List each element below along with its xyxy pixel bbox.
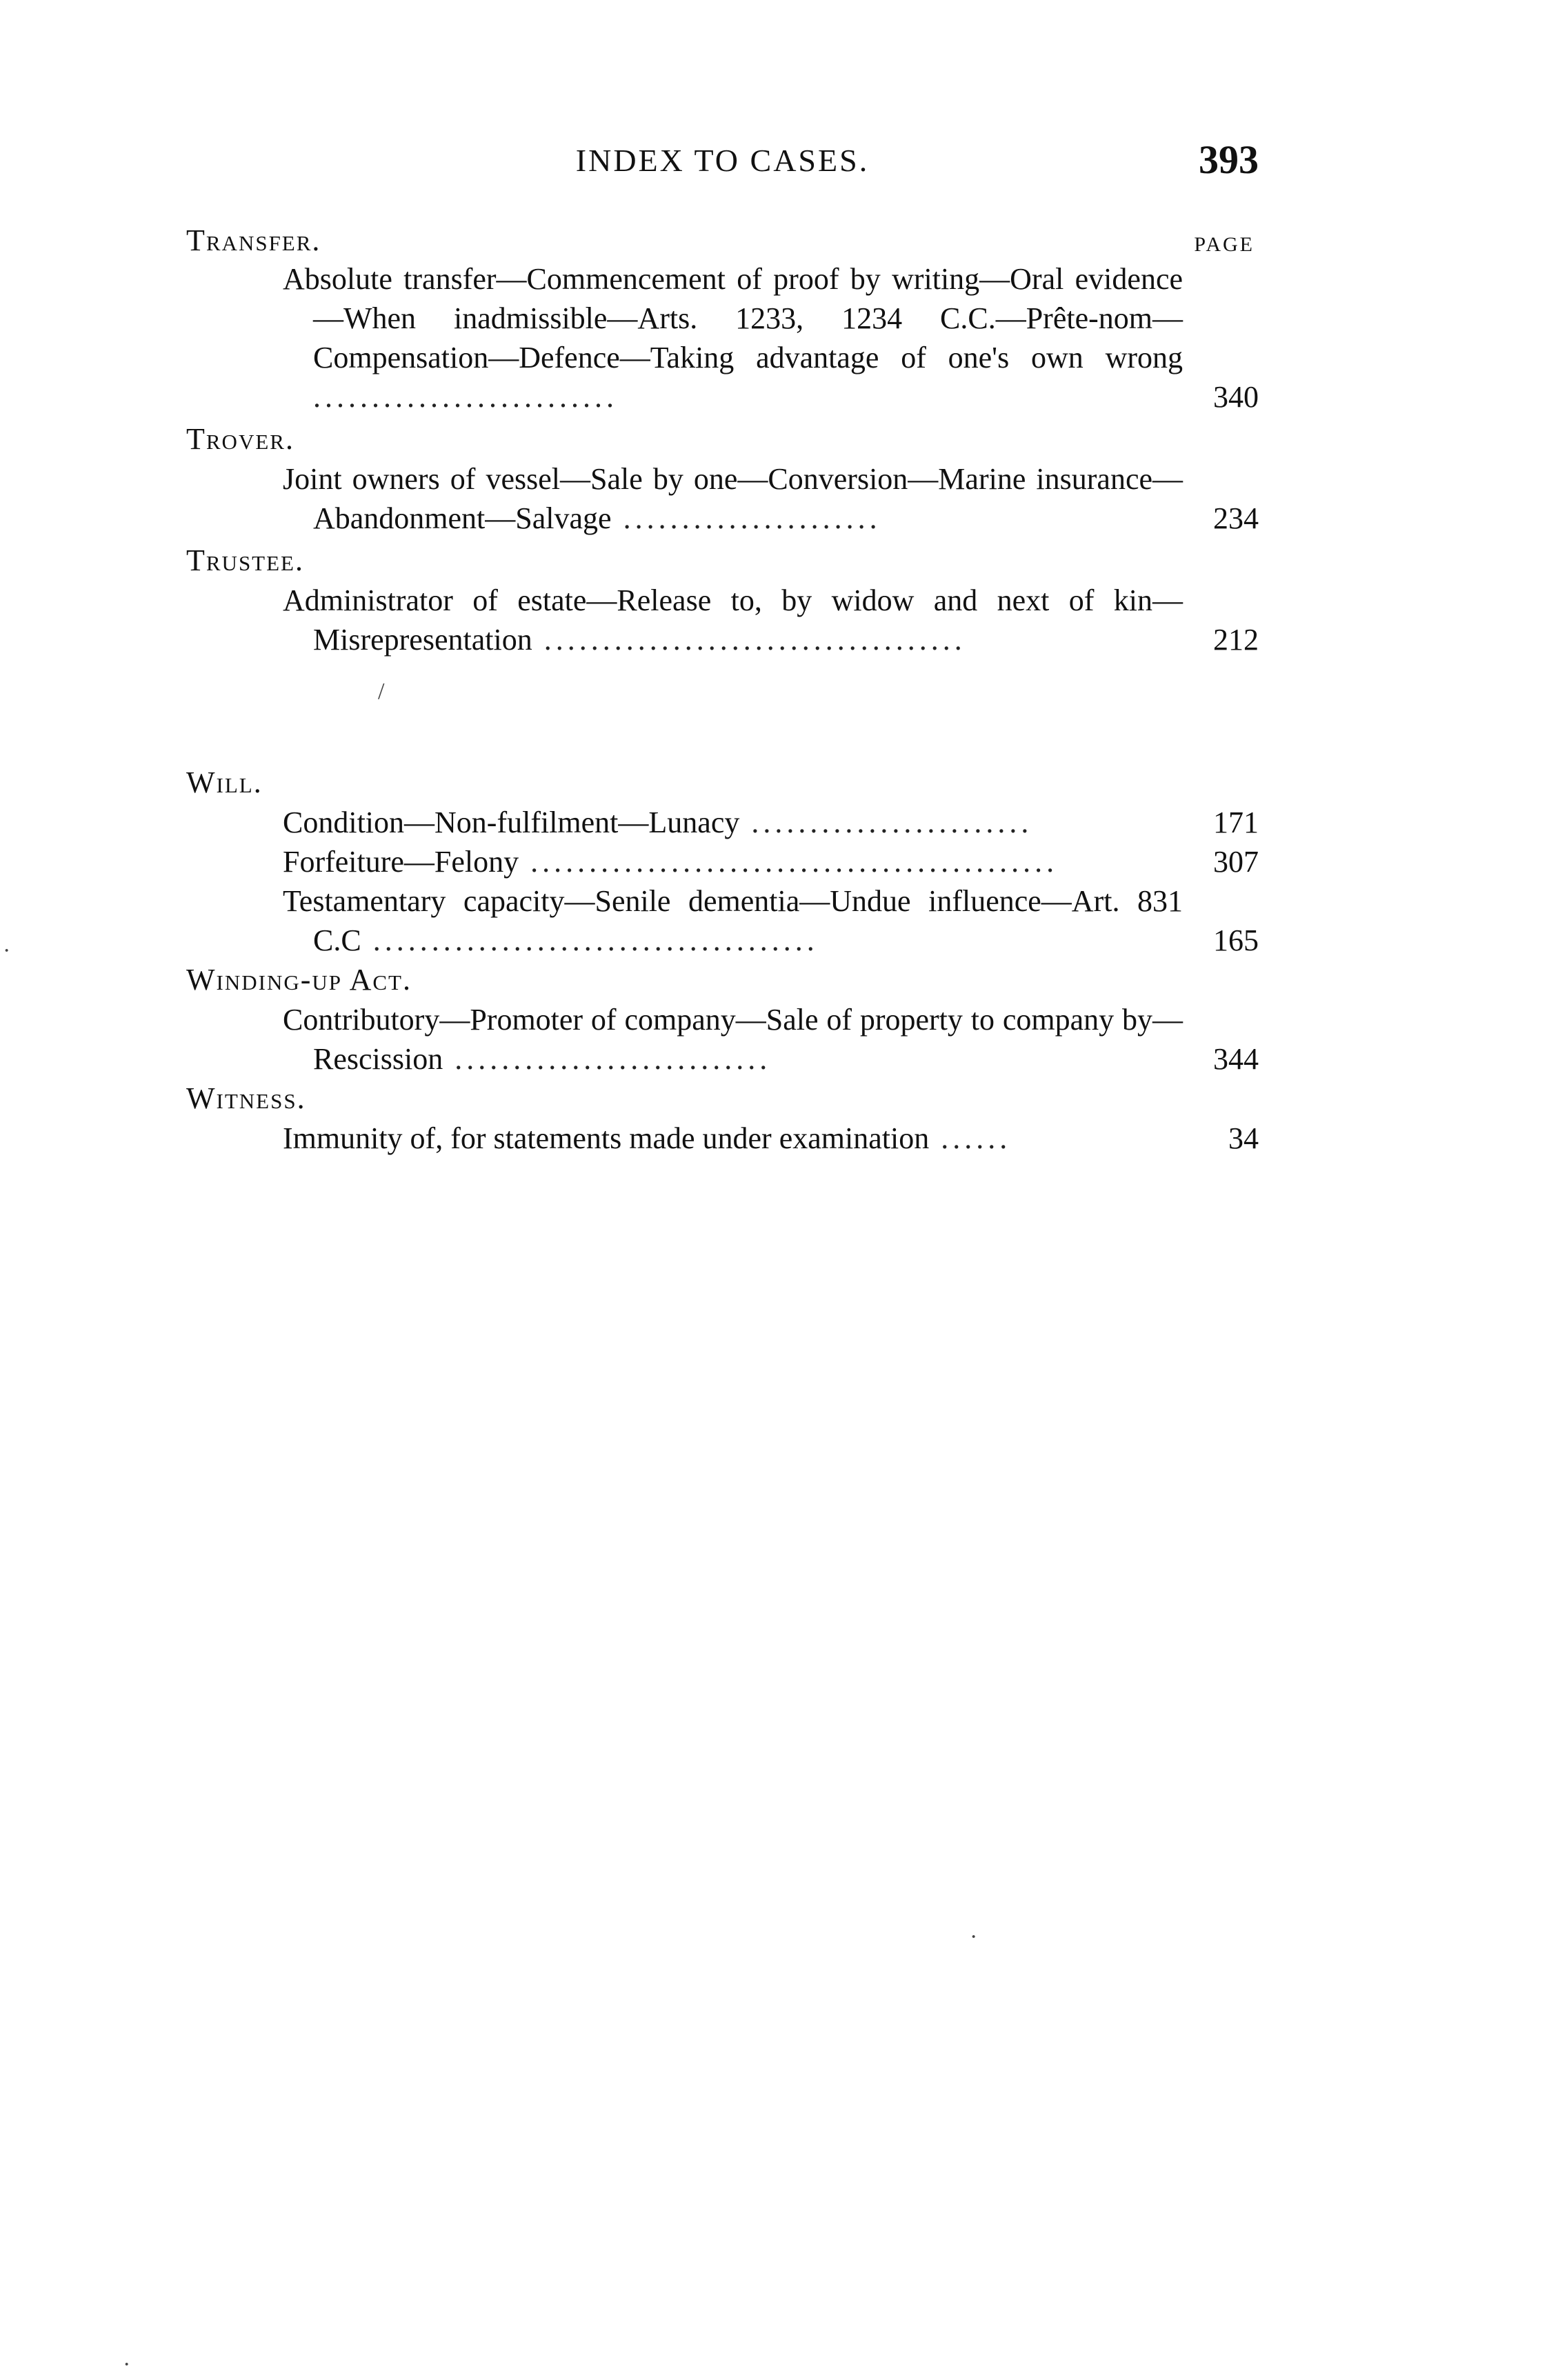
entry-text: Joint owners of vessel—Sale by one—Conversion—Marine insurance—Abandonment—Salvage: [283, 462, 1183, 535]
section-heading: Witness.: [186, 1081, 306, 1115]
print-speck: /: [378, 679, 385, 704]
print-speck: ·: [123, 2352, 131, 2377]
section-heading: Trustee.: [186, 543, 304, 577]
entry-text: Condition—Non-fulfilment—Lunacy: [283, 806, 740, 839]
entry-page: 340: [1213, 380, 1259, 414]
running-head: [186, 137, 1259, 192]
entry-page: 34: [1228, 1121, 1259, 1155]
entry-text: Absolute transfer—Commencement of proof by writing—Oral evidence—When inadmissible—Arts. 1233, 1234 C.C.—Prête-nom—Compensation—Defence—Taking advantage of one's own wrong: [283, 262, 1183, 374]
index-entry: [186, 881, 1259, 960]
dot-leader: ....................................: [532, 623, 966, 657]
index-body: [186, 221, 1259, 1158]
index-section-trustee: [186, 541, 1259, 659]
index-section-winding-up-act: [186, 960, 1259, 1079]
index-entry: [186, 1119, 1259, 1158]
index-entry: [186, 581, 1259, 659]
entry-page: 344: [1213, 1042, 1259, 1076]
running-title: INDEX TO CASES.: [575, 143, 870, 178]
entry-text: Forfeiture—Felony: [283, 845, 519, 879]
entry-page: 234: [1213, 501, 1259, 535]
entry-page: 212: [1213, 623, 1259, 657]
dot-leader: ...........................: [443, 1042, 772, 1076]
index-section-witness: [186, 1079, 1259, 1158]
section-heading: Transfer.: [186, 223, 321, 257]
entry-text: Administrator of estate—Release to, by widow and next of kin—Misrepresentation: [283, 583, 1183, 657]
index-entry: [186, 259, 1259, 417]
dot-leader: ......................: [611, 501, 881, 535]
index-section-transfer: [186, 221, 1259, 417]
section-heading: Winding-up Act.: [186, 963, 412, 997]
dot-leader: ......................................: [361, 923, 819, 957]
page-column-label: PAGE: [1194, 233, 1255, 256]
entry-text: Immunity of, for statements made under examination: [283, 1121, 930, 1155]
entry-text: Testamentary capacity—Senile dementia—Undue influence—Art. 831 C.C: [283, 884, 1183, 957]
section-heading: Will.: [186, 766, 263, 799]
index-section-will: [186, 763, 1259, 960]
page-number: 393: [1199, 137, 1259, 182]
section-heading: Trover.: [186, 422, 294, 456]
entry-text: Contributory—Promoter of company—Sale of property to company by—Rescission: [283, 1003, 1183, 1076]
index-entry: [186, 459, 1259, 538]
entry-page: 171: [1213, 806, 1259, 839]
index-entry: [186, 1000, 1259, 1079]
index-entry: [186, 803, 1259, 842]
dot-leader: ......: [929, 1121, 1012, 1155]
print-speck: ·: [970, 1924, 978, 1950]
dot-leader: ..........................: [313, 380, 618, 414]
print-speck: ·: [3, 938, 11, 963]
dot-leader: .............................................: [519, 845, 1059, 879]
entry-page: 165: [1213, 923, 1259, 957]
dot-leader: ........................: [739, 806, 1033, 839]
index-entry: [186, 842, 1259, 881]
index-section-trover: [186, 419, 1259, 538]
entry-page: 307: [1213, 845, 1259, 879]
